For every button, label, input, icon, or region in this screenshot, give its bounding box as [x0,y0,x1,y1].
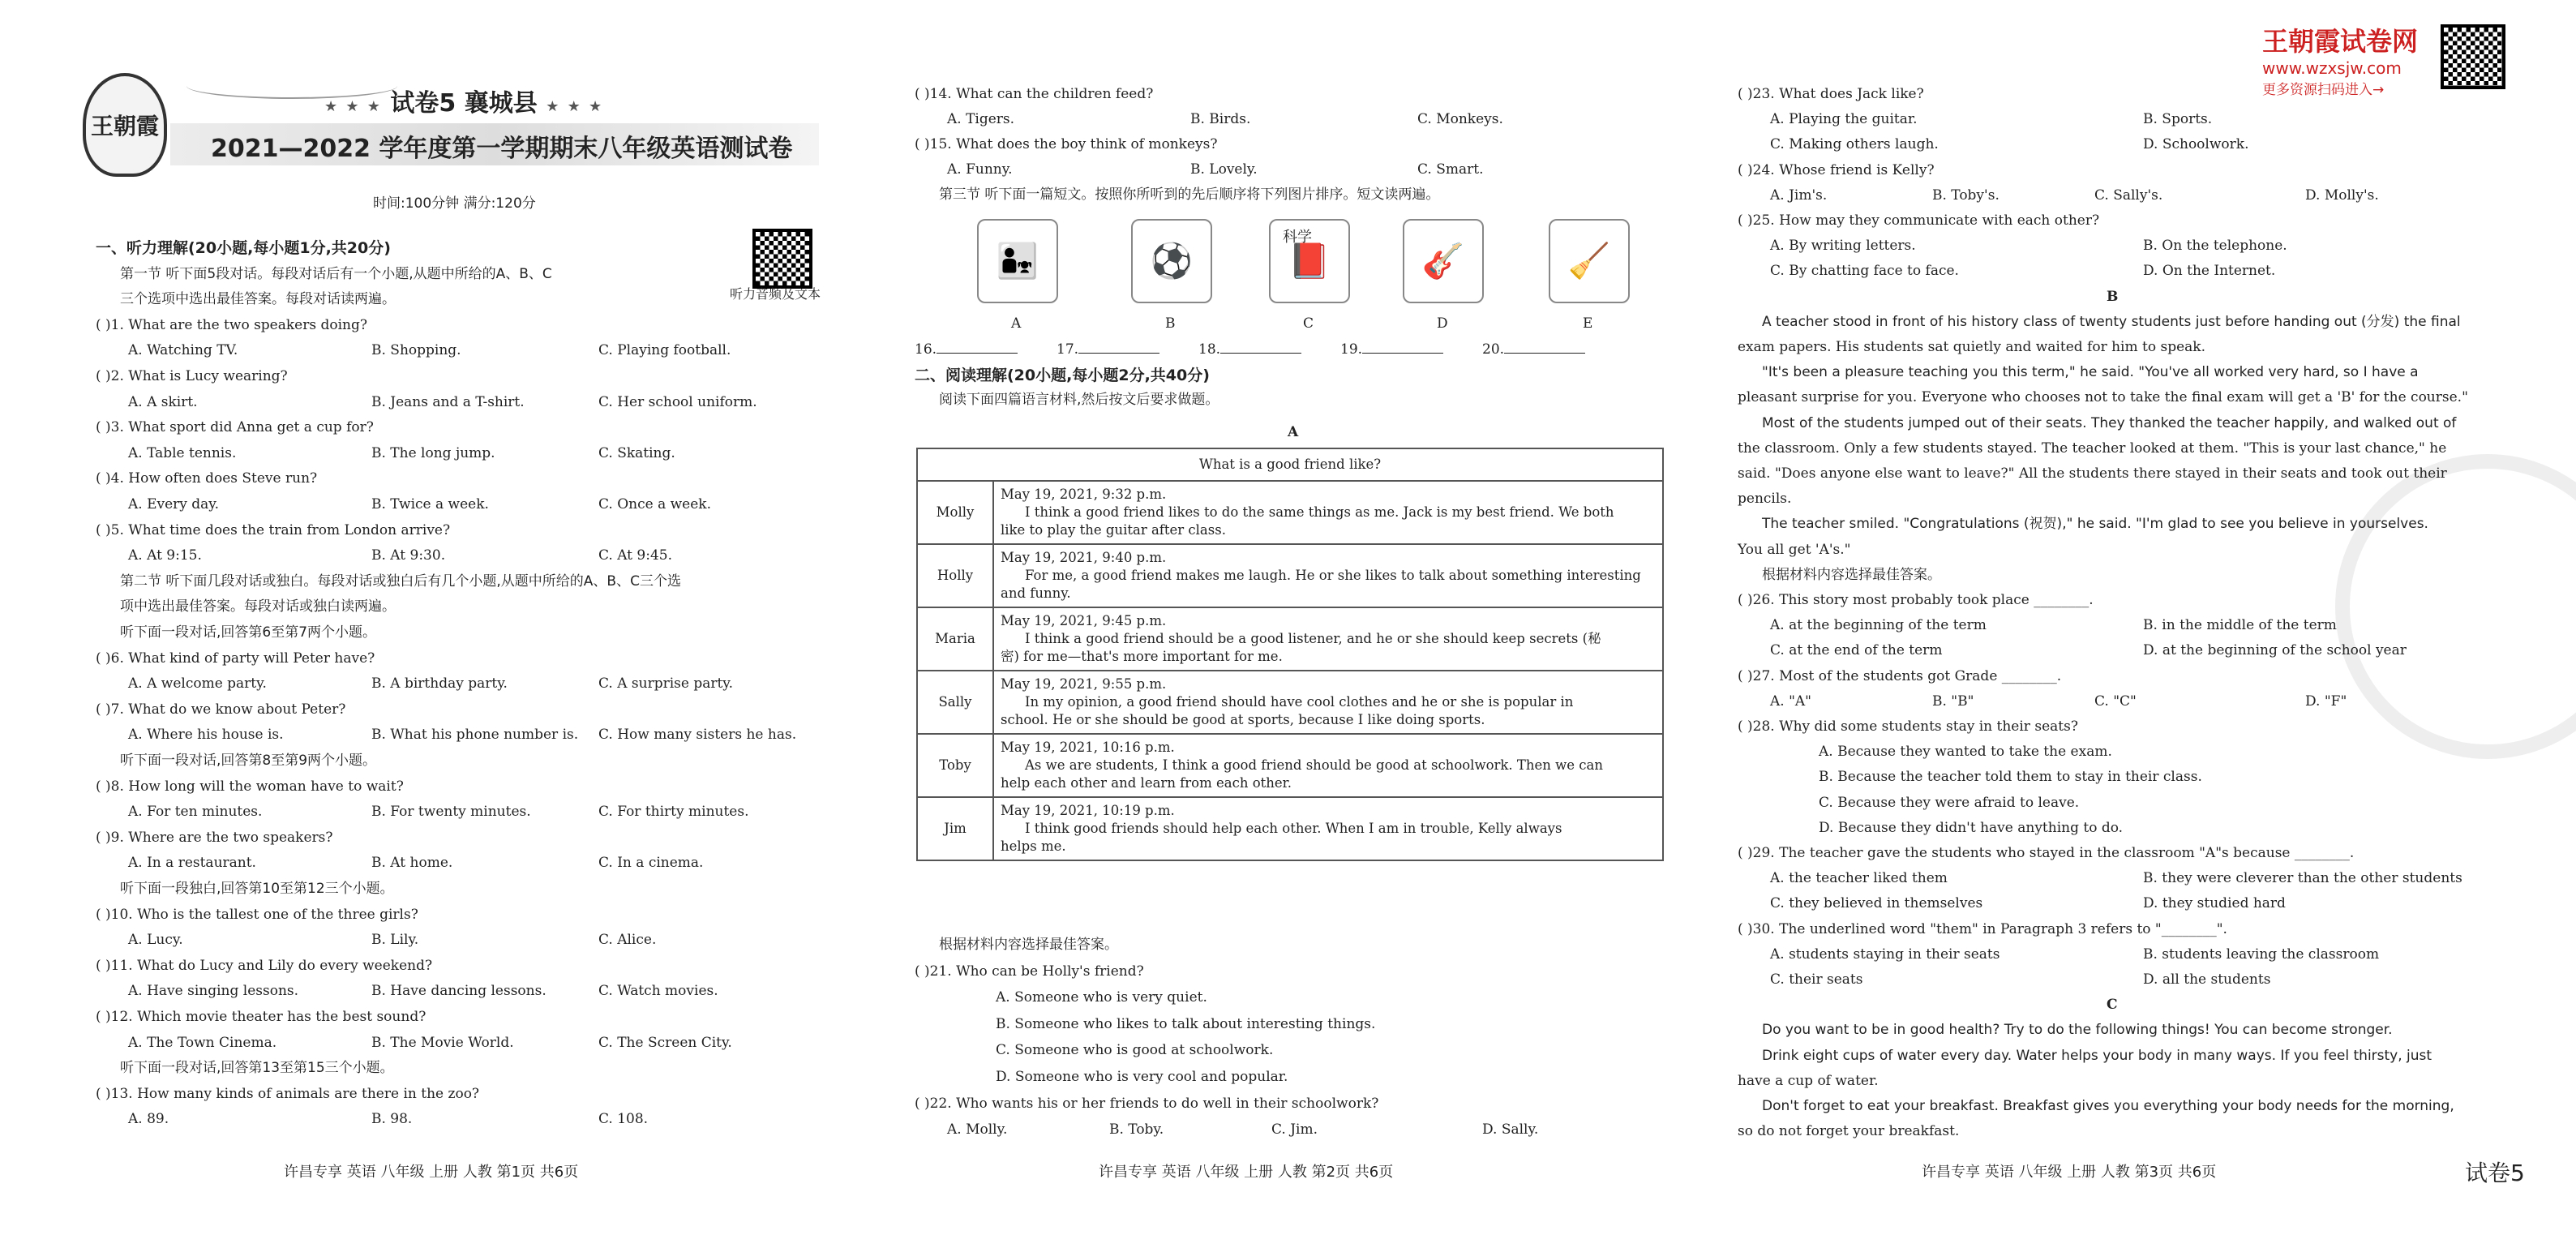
option: A. students staying in their seats [1770,946,2000,963]
question: ( )29. The teacher gave the students who stayed in the classroom "A"s because ________. [1738,845,2355,861]
picture-0-icon: 👨‍👧 [996,241,1039,281]
post-date: May 19, 2021, 10:19 p.m. [1001,803,1175,818]
paragraph-line: 根据材料内容选择最佳答案。 [939,937,1118,953]
blank-number: 20. [1482,341,1505,358]
paragraph-line: said. "Does anyone else want to leave?" All the students there stayed in their seats and took out their [1738,465,2447,482]
question: ( )23. What does Jack like? [1738,86,1924,102]
option: B. Sports. [2143,111,2213,128]
paragraph-line: so do not forget your breakfast. [1738,1123,1960,1140]
option: D. On the Internet. [2143,263,2276,280]
picture-label: D [1437,315,1448,332]
option: A. By writing letters. [1770,238,1916,255]
paragraph-line: Don't forget to eat your breakfast. Breakfast gives you everything your body needs for the morning, [1762,1098,2454,1114]
option: A. "A" [1770,693,1811,710]
option: A. Watching TV. [128,342,238,359]
option: B. Lovely. [1190,161,1258,178]
picture-label: E [1583,315,1593,332]
option: A. Where his house is. [128,727,284,744]
paragraph-line: 根据材料内容选择最佳答案。 [1762,566,1941,583]
option: A. the teacher liked them [1770,870,1948,887]
question: ( )9. Where are the two speakers? [96,829,333,846]
question: ( )15. What does the boy think of monkeys? [915,136,1218,152]
option: C. Sally's. [2094,187,2163,204]
option: C. How many sisters he has. [598,727,797,744]
table-row [917,797,1663,860]
publisher-logo: 王朝霞 [83,73,167,177]
poster-name: Holly [917,544,993,607]
option: B. Lily. [371,932,419,949]
blank-line [1220,353,1301,354]
option: B. students leaving the classroom [2143,946,2380,963]
option: B. Toby. [1109,1121,1164,1139]
option: C. Watch movies. [598,983,718,1000]
question: ( )12. Which movie theater has the best sound? [96,1009,426,1025]
option: D. Because they didn't have anything to do. [1819,819,2124,836]
paragraph-line: have a cup of water. [1738,1072,1879,1089]
option: A. Playing the guitar. [1770,111,1918,128]
question: ( )11. What do Lucy and Lily do every weekend? [96,957,433,974]
paper-title: 2021—2022 学年度第一学期期末八年级英语测试卷 [211,135,793,163]
option: C. Jim. [1271,1121,1318,1139]
option: D. all the students [2143,971,2271,988]
option: A. Molly. [947,1121,1008,1139]
answer-blank [1482,341,1585,358]
option: D. "F" [2305,693,2347,710]
option: A. Funny. [947,161,1013,178]
paragraph-line: 项中选出最佳答案。每段对话或独白读两遍。 [120,598,396,615]
paper-version-tag: 试卷5 [2465,1160,2525,1186]
post-text: and funny. [1001,585,1071,601]
question: ( )27. Most of the students got Grade ________. [1738,667,2062,684]
option: C. 108. [598,1111,649,1128]
footer-page-2: 许昌专享 英语 八年级 上册 人教 第2页 共6页 [1099,1164,1394,1181]
option: C. their seats [1770,971,1863,988]
post-content [993,734,1663,797]
option: A. Someone who is very quiet. [996,989,1207,1006]
blank-line [1504,353,1585,354]
option: C. The Screen City. [598,1034,732,1051]
post-date: May 19, 2021, 10:16 p.m. [1001,740,1175,755]
option: C. Because they were afraid to leave. [1819,794,2080,811]
question: ( )13. How many kinds of animals are there in the zoo? [96,1085,480,1102]
paragraph-line: exam papers. His students sat quietly and waited for him to speak. [1738,339,2205,355]
option: B. "B" [1932,693,1974,710]
picture-2-icon: 📕 [1288,241,1331,281]
option: A. Table tennis. [128,444,237,461]
option: B. 98. [371,1111,413,1128]
blank-number: 16. [915,341,937,358]
paragraph-line: 听下面一段独白,回答第10至第12三个小题。 [120,881,394,897]
option: B. The long jump. [371,444,495,461]
qr-caption: 听力音频及文本 [730,286,821,302]
paragraph-line: Do you want to be in good health? Try to do the following things! You can become stronger. [1762,1022,2393,1039]
question: ( )5. What time does the train from London arrive? [96,521,451,538]
paper-label: ★ ★ ★ 试卷5 襄城县 ★ ★ ★ [324,89,604,118]
exam-time-info: 时间:100分钟 满分:120分 [373,195,536,212]
option: B. in the middle of the term [2143,617,2337,634]
footer-page-3: 许昌专享 英语 八年级 上册 人教 第3页 共6页 [1922,1164,2217,1181]
picture-a [977,219,1058,303]
answer-blank [915,341,1018,358]
option: C. Alice. [598,932,657,949]
post-text: help each other and learn from each other. [1001,775,1292,791]
friend-posts-table [916,448,1664,861]
post-content [993,607,1663,671]
post-date: May 19, 2021, 9:32 p.m. [1001,487,1167,502]
option: C. By chatting face to face. [1770,263,1959,280]
option: C. "C" [2094,693,2137,710]
poster-name: Toby [917,734,993,797]
option: A. Every day. [128,496,220,512]
option: C. In a cinema. [598,855,704,872]
post-text: For me, a good friend makes me laugh. He or she likes to talk about something interesting [1025,568,1641,583]
option: C. A surprise party. [598,675,734,693]
post-content [993,481,1663,544]
option: B. Have dancing lessons. [371,983,546,1000]
option: B. At 9:30. [371,547,446,564]
table-row [917,607,1663,671]
question: ( )2. What is Lucy wearing? [96,368,288,384]
option: C. they believed in themselves [1770,895,1983,912]
option: C. Monkeys. [1417,111,1503,127]
brand-slogan: 更多资源扫码进入→ [2262,82,2385,98]
question: ( )14. What can the children feed? [915,86,1154,102]
paragraph-line: 听下面一段对话,回答第13至第15三个小题。 [120,1060,394,1077]
poster-name: Jim [917,797,993,860]
blank-number: 19. [1340,341,1363,358]
option: D. Schoolwork. [2143,136,2249,153]
post-text: In my opinion, a good friend should have cool clothes and he or she is popular in [1025,694,1574,710]
option: A. A skirt. [128,393,198,410]
option: D. at the beginning of the school year [2143,642,2407,659]
option: C. Skating. [598,444,675,461]
table-row [917,671,1663,734]
picture-4-icon: 🧹 [1567,241,1611,281]
paragraph-line: 三个选项中选出最佳答案。每段对话读两遍。 [120,291,396,308]
question: ( )6. What kind of party will Peter have? [96,650,375,667]
question: ( )10. Who is the tallest one of the three girls? [96,906,418,923]
picture-3-icon: 🎸 [1421,241,1465,281]
table-row [917,481,1663,544]
option: A. Have singing lessons. [128,983,299,1000]
blank-line [937,353,1018,354]
poster-name: Maria [917,607,993,671]
option: D. Sally. [1482,1121,1539,1139]
option: B. they were cleverer than the other students [2143,870,2462,887]
poster-name: Molly [917,481,993,544]
option: C. Someone who is good at schoolwork. [996,1042,1274,1059]
option: B. At home. [371,855,453,872]
paragraph-line: Most of the students jumped out of their seats. They thanked the teacher happily, and walked out of [1762,414,2457,431]
brand-name: 王朝霞试卷网 [2262,26,2419,57]
picture-b [1131,219,1212,303]
question: ( )24. Whose friend is Kelly? [1738,161,1935,178]
paragraph-line: Drink eight cups of water every day. Water helps your body in many ways. If you feel thirsty, just [1762,1047,2432,1064]
option: A. Jim's. [1770,187,1828,204]
paragraph-line: pleasant surprise for you. Everyone who chooses not to take the final exam will get a 'B' for the course." [1738,389,2468,406]
picture-label: B [1165,315,1176,332]
passage-label: B [2107,288,2119,305]
paragraph-line: 第二节 听下面几段对话或独白。每段对话或独白后有几个小题,从题中所给的A、B、C三个选 [120,572,681,590]
table-row [917,734,1663,797]
paragraph-line: The teacher smiled. "Congratulations (祝贺)," he said. "I'm glad to see you believe in yourselves. [1762,516,2428,533]
option: C. Smart. [1417,161,1484,178]
option: B. Someone who likes to talk about interesting things. [996,1015,1376,1032]
blank-number: 17. [1057,341,1079,358]
blank-line [1078,353,1159,354]
picture-e [1549,219,1630,303]
option: A. The Town Cinema. [128,1034,277,1051]
option: A. Lucy. [128,932,183,949]
post-text: school. He or she should be good at sports, because I like doing sports. [1001,712,1485,727]
option: A. Because they wanted to take the exam. [1819,744,2112,761]
paragraph-line: the classroom. Only a few students stayed. The teacher looked at them. "This is your last chance," he [1738,440,2447,457]
question: ( )8. How long will the woman have to wait? [96,778,404,795]
table-row [917,544,1663,607]
option: B. A birthday party. [371,675,508,693]
post-text: I think a good friend likes to do the same things as me. Jack is my best friend. We both [1025,504,1614,520]
table-title: What is a good friend like? [917,448,1663,481]
option: A. at the beginning of the term [1770,617,1987,634]
option: C. For thirty minutes. [598,804,749,821]
question: ( )3. What sport did Anna get a cup for? [96,419,374,436]
option: A. A welcome party. [128,675,267,693]
post-date: May 19, 2021, 9:55 p.m. [1001,676,1167,692]
post-text: I think good friends should help each other. When I am in trouble, Kelly always [1025,821,1562,836]
post-text: helps me. [1001,838,1066,854]
paragraph-line: 第一节 听下面5段对话。每段对话后有一个小题,从题中所给的A、B、C [120,265,552,282]
option: B. What his phone number is. [371,727,579,744]
option: B. Because the teacher told them to stay in their class. [1819,769,2202,786]
option: A. For ten minutes. [128,804,263,821]
blank-line [1362,353,1443,354]
post-date: May 19, 2021, 9:40 p.m. [1001,550,1167,565]
question: ( )26. This story most probably took place ________. [1738,592,2094,608]
question: ( )28. Why did some students stay in their seats? [1738,718,2078,735]
option: D. Molly's. [2305,187,2379,204]
option: B. Toby's. [1932,187,2000,204]
section-heading: 二、阅读理解(20小题,每小题2分,共40分) [915,367,1210,384]
question: ( )4. How often does Steve run? [96,470,318,487]
paragraph-line: "It's been a pleasure teaching you this term," he said. "You've all worked very hard, so I have a [1762,364,2419,381]
option: B. On the telephone. [2143,238,2287,255]
option: B. Twice a week. [371,496,489,512]
question: ( )1. What are the two speakers doing? [96,316,367,333]
paragraph-line: 第三节 听下面一篇短文。按照你所听到的先后顺序将下列图片排序。短文读两遍。 [939,187,1440,203]
brand-url[interactable]: www.wzxsjw.com [2262,58,2402,78]
poster-name: Sally [917,671,993,734]
post-content [993,797,1663,860]
option: C. at the end of the term [1770,642,1943,659]
answer-blank [1340,341,1443,358]
book-cover-text: 科学 [1283,229,1312,246]
answer-blank [1057,341,1159,358]
blank-number: 18. [1198,341,1221,358]
option: A. 89. [128,1111,169,1128]
passage-label: C [2107,997,2118,1014]
paragraph-line: 阅读下面四篇语言材料,然后按文后要求做题。 [939,392,1219,408]
question: ( )25. How may they communicate with each other? [1738,212,2100,229]
post-text: like to play the guitar after class. [1001,522,1226,538]
option: A. At 9:15. [128,547,202,564]
paragraph-line: 听下面一段对话,回答第6至第7两个小题。 [120,624,377,641]
question: ( )30. The underlined word "them" in Paragraph 3 refers to "________". [1738,920,2227,937]
post-content [993,671,1663,734]
option: A. In a restaurant. [128,855,256,872]
paragraph-line: A teacher stood in front of his history class of twenty students just before handing out (分发) the final [1762,313,2461,330]
post-content [993,544,1663,607]
footer-page-1: 许昌专享 英语 八年级 上册 人教 第1页 共6页 [284,1164,579,1181]
option: D. they studied hard [2143,895,2286,912]
option: C. Her school uniform. [598,393,757,410]
question: ( )22. Who wants his or her friends to do well in their schoolwork? [915,1095,1379,1112]
option: C. Making others laugh. [1770,136,1939,153]
post-date: May 19, 2021, 9:45 p.m. [1001,613,1167,628]
picture-d [1403,219,1484,303]
section-heading: 一、听力理解(20小题,每小题1分,共20分) [96,239,391,257]
option: C. Once a week. [598,496,711,512]
question: ( )7. What do we know about Peter? [96,701,346,718]
option: B. For twenty minutes. [371,804,531,821]
option: B. Birds. [1190,111,1251,127]
answer-blank [1198,341,1301,358]
post-text: 密) for me—that's more important for me. [1001,649,1283,664]
picture-label: C [1303,315,1314,332]
option: D. Someone who is very cool and popular. [996,1069,1288,1085]
paragraph-line: 听下面一段对话,回答第8至第9两个小题。 [120,753,377,769]
post-text: I think a good friend should be a good listener, and he or she should keep secrets (秘 [1025,631,1601,646]
option: B. The Movie World. [371,1034,514,1051]
post-text: As we are students, I think a good friend should be good at schoolwork. Then we can [1025,757,1603,773]
option: A. Tigers. [947,111,1015,127]
picture-label: A [1011,315,1022,332]
paragraph-line: pencils. [1738,491,1792,508]
option: B. Jeans and a T-shirt. [371,393,525,410]
picture-1-icon: ⚽ [1150,241,1194,281]
passage-a-label: A [1288,424,1299,440]
question: ( )21. Who can be Holly's friend? [915,963,1144,980]
option: B. Shopping. [371,342,461,359]
paragraph-line: You all get 'A's." [1738,541,1851,558]
option: C. Playing football. [598,342,731,359]
option: C. At 9:45. [598,547,673,564]
